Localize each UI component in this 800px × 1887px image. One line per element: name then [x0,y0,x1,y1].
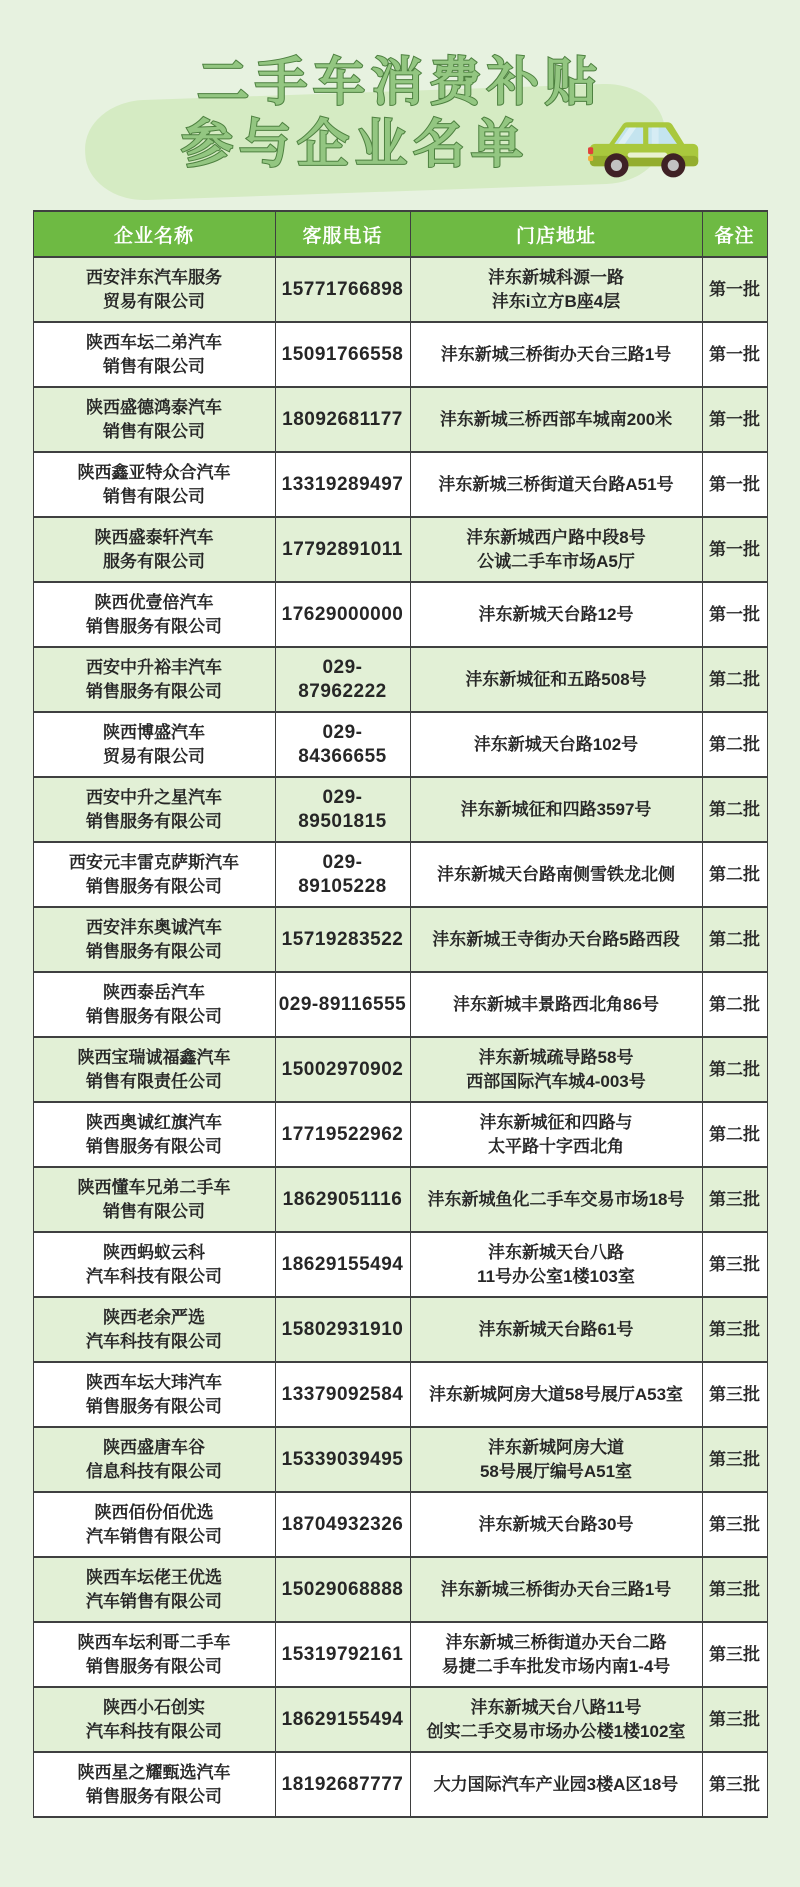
table-row [33,777,767,842]
table-row [33,907,767,972]
company-name-cell: 陕西奥诚红旗汽车 销售服务有限公司 [33,1102,275,1167]
phone-cell: 18629051116 [275,1167,410,1232]
title-block [0,0,800,210]
company-name-cell: 陕西盛泰轩汽车 服务有限公司 [33,517,275,582]
green-car-icon [588,118,700,180]
address-cell: 沣东新城征和四路3597号 [410,777,702,842]
address-cell: 沣东新城天台八路 11号办公室1楼103室 [410,1232,702,1297]
batch-note-cell: 第二批 [702,1102,767,1167]
address-cell: 沣东新城阿房大道58号展厅A53室 [410,1362,702,1427]
address-cell: 沣东新城天台路12号 [410,582,702,647]
header-company-name: 企业名称 [33,211,275,257]
header-phone: 客服电话 [275,211,410,257]
batch-note-cell: 第一批 [702,322,767,387]
batch-note-cell: 第三批 [702,1492,767,1557]
table-row [33,1557,767,1622]
header-row [33,211,767,257]
phone-cell: 15719283522 [275,907,410,972]
batch-note-cell: 第三批 [702,1622,767,1687]
address-cell: 沣东新城天台路102号 [410,712,702,777]
company-name-cell: 陕西车坛佬王优选 汽车销售有限公司 [33,1557,275,1622]
batch-note-cell: 第三批 [702,1297,767,1362]
header-note: 备注 [702,211,767,257]
address-cell: 大力国际汽车产业园3楼A区18号 [410,1752,702,1817]
table-header [33,211,767,257]
address-cell: 沣东新城丰景路西北角86号 [410,972,702,1037]
page-title-line-1: 二手车消费补贴 [196,54,603,112]
company-name-cell: 陕西星之耀甄选汽车 销售服务有限公司 [33,1752,275,1817]
table-row [33,1427,767,1492]
address-cell: 沣东新城征和五路508号 [410,647,702,712]
batch-note-cell: 第三批 [702,1752,767,1817]
address-cell: 沣东新城天台八路11号 创实二手交易市场办公楼1楼102室 [410,1687,702,1752]
phone-cell: 15091766558 [275,322,410,387]
phone-cell: 15771766898 [275,257,410,322]
company-name-cell: 陕西宝瑞诚福鑫汽车 销售有限责任公司 [33,1037,275,1102]
company-name-cell: 西安沣东汽车服务 贸易有限公司 [33,257,275,322]
phone-cell: 17792891011 [275,517,410,582]
phone-cell: 18629155494 [275,1687,410,1752]
table-row [33,387,767,452]
table-row [33,1102,767,1167]
table-row [33,647,767,712]
table-row [33,972,767,1037]
company-name-cell: 陕西泰岳汽车 销售服务有限公司 [33,972,275,1037]
table-row [33,1752,767,1817]
phone-cell: 18629155494 [275,1232,410,1297]
table-row [33,1622,767,1687]
company-name-cell: 陕西小石创实 汽车科技有限公司 [33,1687,275,1752]
company-name-cell: 陕西佰份佰优选 汽车销售有限公司 [33,1492,275,1557]
address-cell: 沣东新城天台路30号 [410,1492,702,1557]
phone-cell: 029-89501815 [275,777,410,842]
phone-cell: 15002970902 [275,1037,410,1102]
batch-note-cell: 第一批 [702,452,767,517]
table-row [33,452,767,517]
phone-cell: 18704932326 [275,1492,410,1557]
address-cell: 沣东新城三桥街办天台三路1号 [410,322,702,387]
phone-cell: 18192687777 [275,1752,410,1817]
batch-note-cell: 第二批 [702,777,767,842]
phone-cell: 17629000000 [275,582,410,647]
batch-note-cell: 第一批 [702,517,767,582]
batch-note-cell: 第二批 [702,842,767,907]
batch-note-cell: 第三批 [702,1232,767,1297]
batch-note-cell: 第二批 [702,647,767,712]
address-cell: 沣东新城阿房大道 58号展厅编号A51室 [410,1427,702,1492]
batch-note-cell: 第三批 [702,1557,767,1622]
phone-cell: 029-89116555 [275,972,410,1037]
phone-cell: 17719522962 [275,1102,410,1167]
phone-cell: 15802931910 [275,1297,410,1362]
address-cell: 沣东新城王寺街办天台路5路西段 [410,907,702,972]
company-name-cell: 陕西博盛汽车 贸易有限公司 [33,712,275,777]
company-name-cell: 陕西鑫亚特众合汽车 销售有限公司 [33,452,275,517]
company-name-cell: 陕西蚂蚁云科 汽车科技有限公司 [33,1232,275,1297]
table-row [33,1297,767,1362]
batch-note-cell: 第三批 [702,1687,767,1752]
batch-note-cell: 第三批 [702,1427,767,1492]
batch-note-cell: 第一批 [702,582,767,647]
batch-note-cell: 第二批 [702,712,767,777]
table-row [33,1492,767,1557]
phone-cell: 029-84366655 [275,712,410,777]
phone-cell: 18092681177 [275,387,410,452]
company-name-cell: 陕西车坛大玮汽车 销售服务有限公司 [33,1362,275,1427]
address-cell: 沣东新城三桥街道办天台二路 易捷二手车批发市场内南1-4号 [410,1622,702,1687]
phone-cell: 13319289497 [275,452,410,517]
company-name-cell: 西安沣东奥诚汽车 销售服务有限公司 [33,907,275,972]
company-name-cell: 陕西车坛利哥二手车 销售服务有限公司 [33,1622,275,1687]
batch-note-cell: 第一批 [702,257,767,322]
batch-note-cell: 第三批 [702,1362,767,1427]
company-name-cell: 西安中升之星汽车 销售服务有限公司 [33,777,275,842]
phone-cell: 029-89105228 [275,842,410,907]
company-name-cell: 陕西车坛二弟汽车 销售有限公司 [33,322,275,387]
address-cell: 沣东新城三桥街道天台路A51号 [410,452,702,517]
table-row [33,1167,767,1232]
address-cell: 沣东新城鱼化二手车交易市场18号 [410,1167,702,1232]
address-cell: 沣东新城科源一路 沣东i立方B座4层 [410,257,702,322]
batch-note-cell: 第二批 [702,972,767,1037]
address-cell: 沣东新城天台路南侧雪铁龙北侧 [410,842,702,907]
address-cell: 沣东新城西户路中段8号 公诚二手车市场A5厅 [410,517,702,582]
table-row [33,1362,767,1427]
phone-cell: 029-87962222 [275,647,410,712]
company-name-cell: 陕西懂车兄弟二手车 销售有限公司 [33,1167,275,1232]
address-cell: 沣东新城天台路61号 [410,1297,702,1362]
company-name-cell: 陕西盛德鸿泰汽车 销售有限公司 [33,387,275,452]
batch-note-cell: 第三批 [702,1167,767,1232]
table-row [33,582,767,647]
address-cell: 沣东新城疏导路58号 西部国际汽车城4-003号 [410,1037,702,1102]
address-cell: 沣东新城三桥街办天台三路1号 [410,1557,702,1622]
table-row [33,1037,767,1102]
batch-note-cell: 第一批 [702,387,767,452]
company-name-cell: 西安中升裕丰汽车 销售服务有限公司 [33,647,275,712]
phone-cell: 15319792161 [275,1622,410,1687]
table-row [33,322,767,387]
page-title-line-2: 参与企业名单 [180,116,529,174]
company-name-cell: 陕西盛唐车谷 信息科技有限公司 [33,1427,275,1492]
address-cell: 沣东新城征和四路与 太平路十字西北角 [410,1102,702,1167]
table-row [33,1232,767,1297]
table-row [33,517,767,582]
phone-cell: 15339039495 [275,1427,410,1492]
address-cell: 沣东新城三桥西部车城南200米 [410,387,702,452]
table-row [33,1687,767,1752]
company-name-cell: 陕西优壹倍汽车 销售服务有限公司 [33,582,275,647]
company-name-cell: 西安元丰雷克萨斯汽车 销售服务有限公司 [33,842,275,907]
batch-note-cell: 第二批 [702,1037,767,1102]
table-body [33,257,767,1817]
table-row [33,842,767,907]
header-address: 门店地址 [410,211,702,257]
company-table [33,210,768,1818]
phone-cell: 15029068888 [275,1557,410,1622]
company-name-cell: 陕西老余严选 汽车科技有限公司 [33,1297,275,1362]
phone-cell: 13379092584 [275,1362,410,1427]
batch-note-cell: 第二批 [702,907,767,972]
table-row [33,257,767,322]
table-row [33,712,767,777]
